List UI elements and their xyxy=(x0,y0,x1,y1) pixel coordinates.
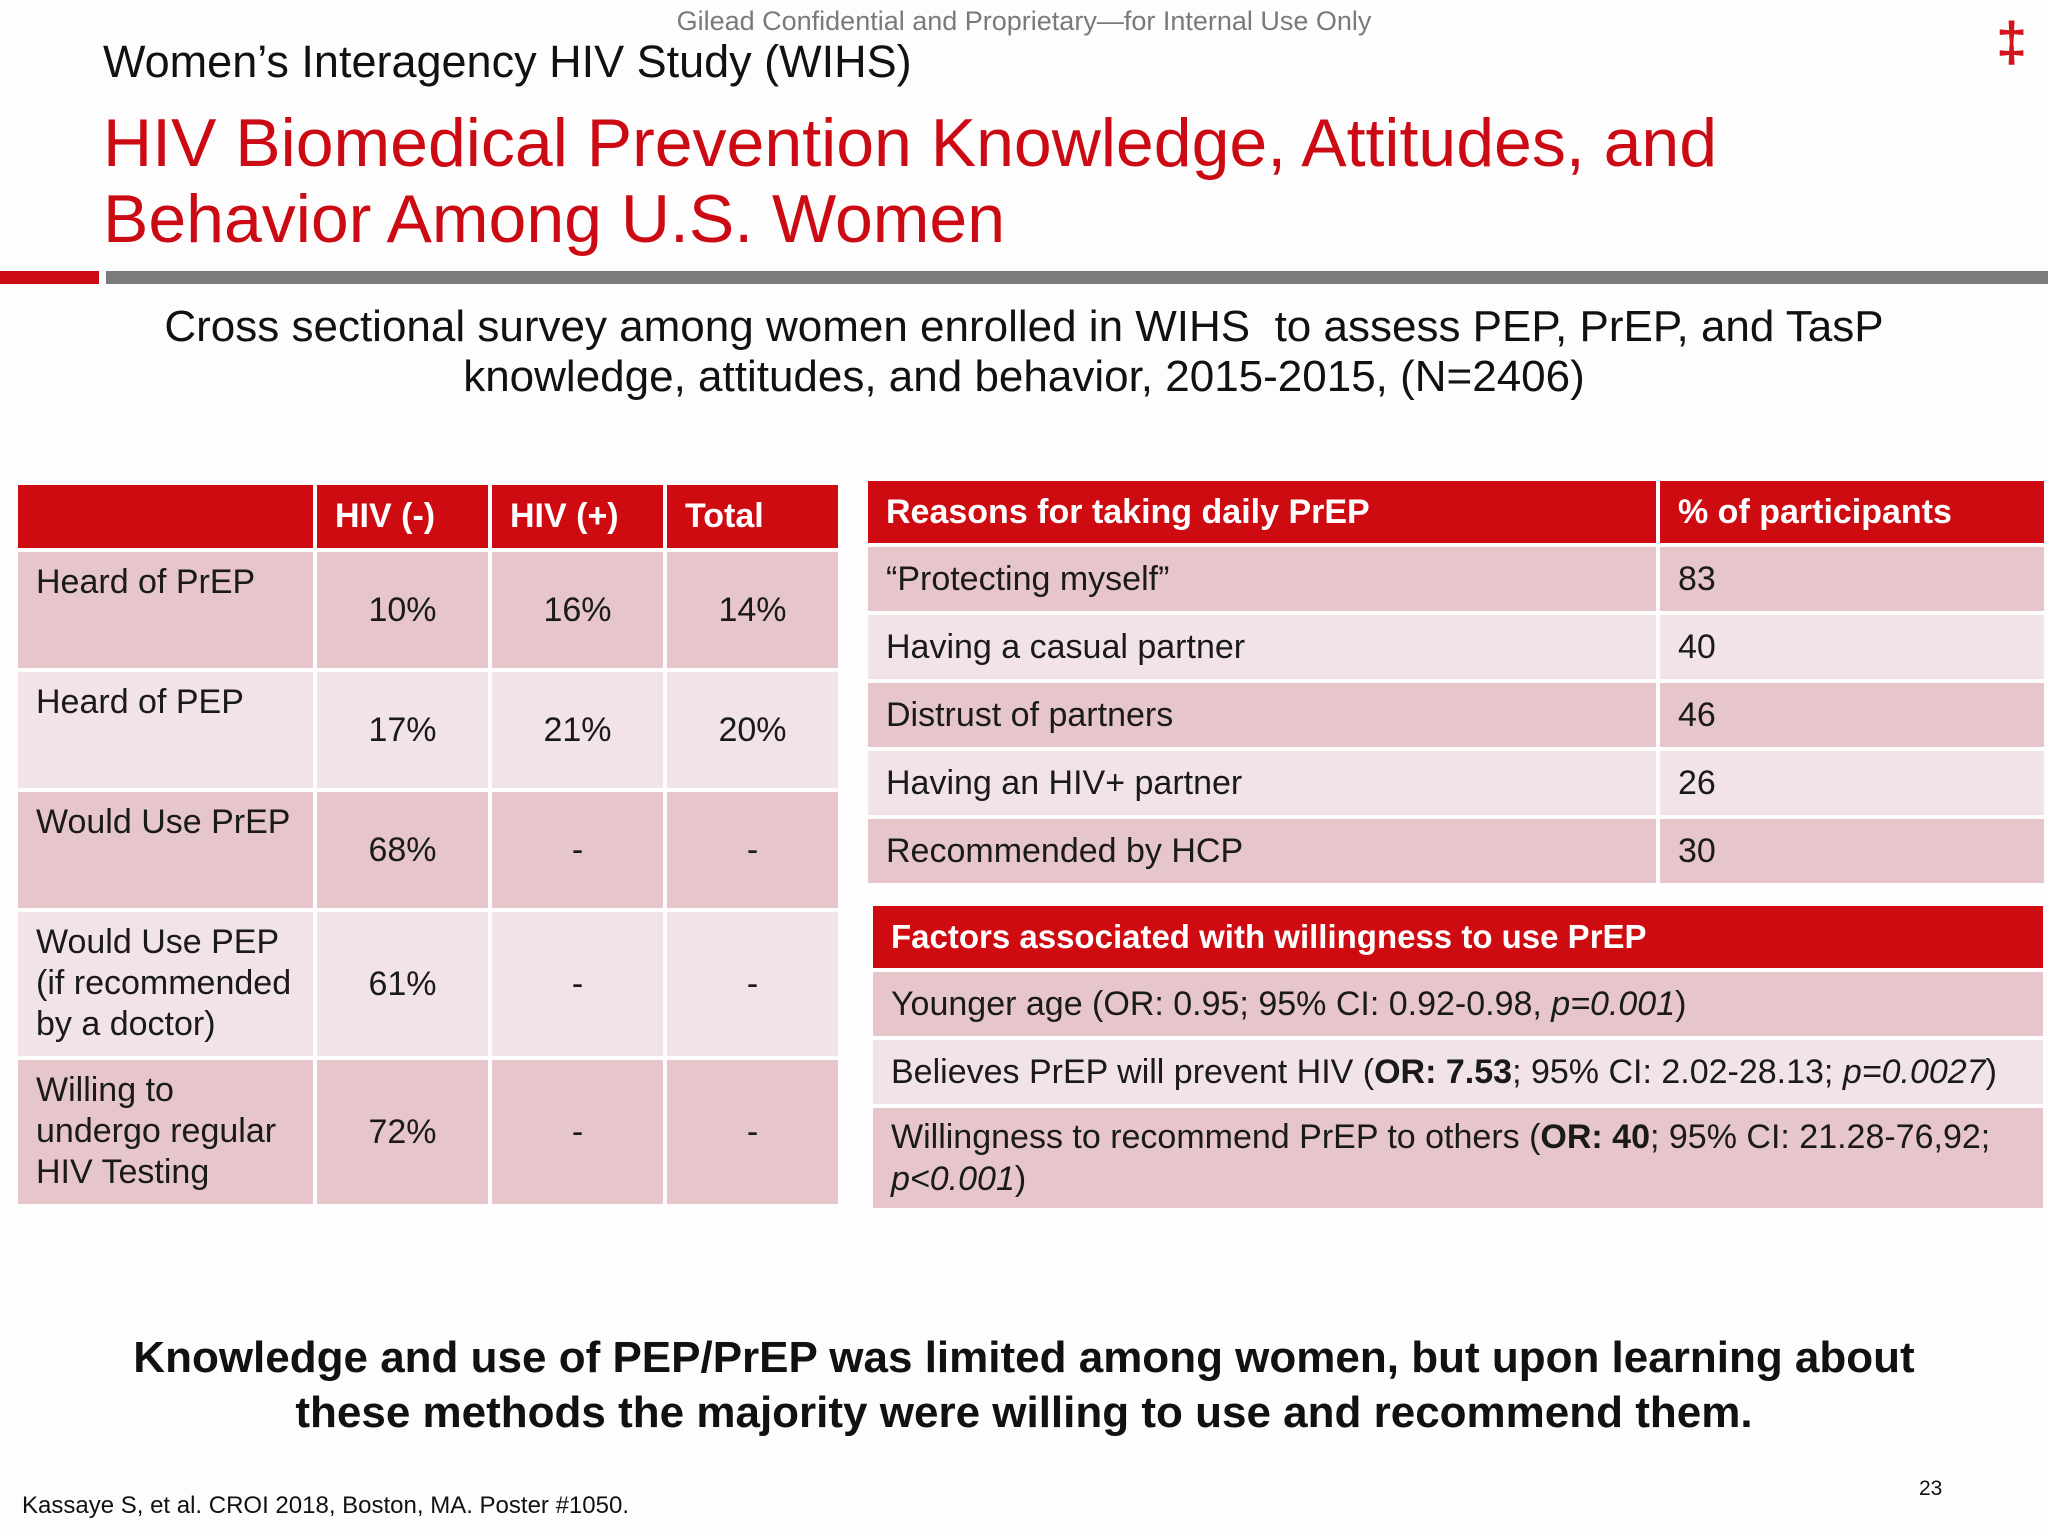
header-cell-hiv-negative: HIV (-) xyxy=(317,485,488,548)
p-value: p=0.0027 xyxy=(1842,1053,1986,1091)
cell-percent: 40 xyxy=(1660,615,2044,679)
cell-total: - xyxy=(667,1060,838,1204)
cell-hiv-negative: 10% xyxy=(317,552,488,668)
table-row xyxy=(18,792,838,908)
cell-total: 14% xyxy=(667,552,838,668)
cell-total: 20% xyxy=(667,672,838,788)
title-rule xyxy=(106,271,2048,284)
row-label-line: by a doctor) xyxy=(36,1005,216,1043)
p-value: p<0.001 xyxy=(891,1160,1015,1198)
factor-cell xyxy=(873,972,2043,1036)
cell-reason: “Protecting myself” xyxy=(868,547,1656,611)
cell-reason: Distrust of partners xyxy=(868,683,1656,747)
title-line-1: HIV Biomedical Prevention Knowledge, Attitudes, and xyxy=(103,105,1718,181)
title-line-2: Behavior Among U.S. Women xyxy=(103,181,1006,257)
table-row xyxy=(18,552,838,668)
p-value: p=0.001 xyxy=(1551,985,1676,1023)
table-row xyxy=(873,972,2043,1036)
table-row xyxy=(868,819,2044,883)
reasons-table-header xyxy=(868,481,2044,543)
cell-reason: Having an HIV+ partner xyxy=(868,751,1656,815)
factor-close: ) xyxy=(1014,1160,1027,1198)
cell-total: - xyxy=(667,792,838,908)
study-description-line-1: Cross sectional survey among women enrolled in WIHS to assess PEP, PrEP, and TasP xyxy=(164,302,1884,351)
header-cell-hiv-positive: HIV (+) xyxy=(492,485,663,548)
table-row xyxy=(868,683,2044,747)
cell-hiv-negative: 61% xyxy=(317,912,488,1056)
header-cell-total: Total xyxy=(667,485,838,548)
cell-reason: Recommended by HCP xyxy=(868,819,1656,883)
conclusion xyxy=(0,1330,2048,1440)
row-label xyxy=(18,792,313,908)
knowledge-table xyxy=(14,481,842,1208)
cell-hiv-positive: 21% xyxy=(492,672,663,788)
factor-close: ) xyxy=(1985,1053,1997,1091)
factor-ci: ; 95% CI: 21.28-76,92; xyxy=(1650,1118,1991,1156)
row-label xyxy=(18,1060,313,1204)
cell-hiv-negative: 68% xyxy=(317,792,488,908)
slide-title xyxy=(103,105,1903,257)
cell-total: - xyxy=(667,912,838,1056)
odds-ratio: OR: 7.53 xyxy=(1374,1053,1513,1091)
header-cell-blank xyxy=(18,485,313,548)
row-label xyxy=(18,912,313,1056)
factor-ci: ; 95% CI: 2.02-28.13; xyxy=(1512,1053,1843,1091)
cell-hiv-positive: 16% xyxy=(492,552,663,668)
row-label-line: Would Use PEP xyxy=(36,923,280,961)
cell-percent: 26 xyxy=(1660,751,2044,815)
citation: Kassaye S, et al. CROI 2018, Boston, MA. Poster #1050. xyxy=(22,1492,629,1519)
study-description xyxy=(0,302,2048,402)
row-label-line: HIV Testing xyxy=(36,1153,210,1191)
factor-text: Believes PrEP will prevent HIV ( xyxy=(891,1053,1375,1091)
factor-text: Willingness to recommend PrEP to others ( xyxy=(891,1118,1541,1156)
cell-percent: 83 xyxy=(1660,547,2044,611)
slide-subtitle: Women’s Interagency HIV Study (WIHS) xyxy=(103,36,912,87)
factors-table-header xyxy=(873,906,2043,968)
factor-text: Younger age (OR: 0.95; 95% CI: 0.92-0.98, xyxy=(891,985,1552,1023)
table-row xyxy=(18,672,838,788)
confidentiality-notice: Gilead Confidential and Proprietary—for Internal Use Only xyxy=(676,6,1372,36)
table-row xyxy=(18,912,838,1056)
row-label-line: undergo regular xyxy=(36,1112,277,1150)
cell-hiv-positive: - xyxy=(492,792,663,908)
study-description-line-2: knowledge, attitudes, and behavior, 2015-2015, (N=2406) xyxy=(463,352,1585,401)
row-label-line: (if recommended xyxy=(36,964,292,1002)
cell-hiv-positive: - xyxy=(492,912,663,1056)
table-row xyxy=(873,1040,2043,1104)
conclusion-line-1: Knowledge and use of PEP/PrEP was limited among women, but upon learning about xyxy=(133,1333,1915,1382)
factor-cell xyxy=(873,1108,2043,1208)
row-label-line: Heard of PEP xyxy=(36,683,244,721)
knowledge-table-header xyxy=(18,485,838,548)
row-label-line: Would Use PrEP xyxy=(36,803,291,841)
title-rule-accent xyxy=(0,271,99,284)
cell-hiv-negative: 17% xyxy=(317,672,488,788)
cell-percent: 46 xyxy=(1660,683,2044,747)
header-cell-factors: Factors associated with willingness to use PrEP xyxy=(873,906,2043,968)
header-cell-percent: % of participants xyxy=(1660,481,2044,543)
gilead-logo-icon: ‡ xyxy=(1996,10,2028,73)
table-row xyxy=(868,615,2044,679)
row-label-line: Willing to xyxy=(36,1071,174,1109)
odds-ratio: OR: 40 xyxy=(1540,1118,1650,1156)
table-row xyxy=(18,1060,838,1204)
cell-hiv-negative: 72% xyxy=(317,1060,488,1204)
cell-reason: Having a casual partner xyxy=(868,615,1656,679)
row-label-line: Heard of PrEP xyxy=(36,563,256,601)
header-cell-reason: Reasons for taking daily PrEP xyxy=(868,481,1656,543)
table-row xyxy=(868,751,2044,815)
row-label xyxy=(18,552,313,668)
factors-table xyxy=(869,902,2047,1212)
factor-close: ) xyxy=(1675,985,1687,1023)
row-label xyxy=(18,672,313,788)
factor-cell xyxy=(873,1040,2043,1104)
table-row xyxy=(873,1108,2043,1208)
cell-percent: 30 xyxy=(1660,819,2044,883)
table-row xyxy=(868,547,2044,611)
cell-hiv-positive: - xyxy=(492,1060,663,1204)
conclusion-line-2: these methods the majority were willing to use and recommend them. xyxy=(295,1388,1753,1437)
reasons-table xyxy=(864,477,2048,887)
page-number: 23 xyxy=(1919,1477,1943,1500)
